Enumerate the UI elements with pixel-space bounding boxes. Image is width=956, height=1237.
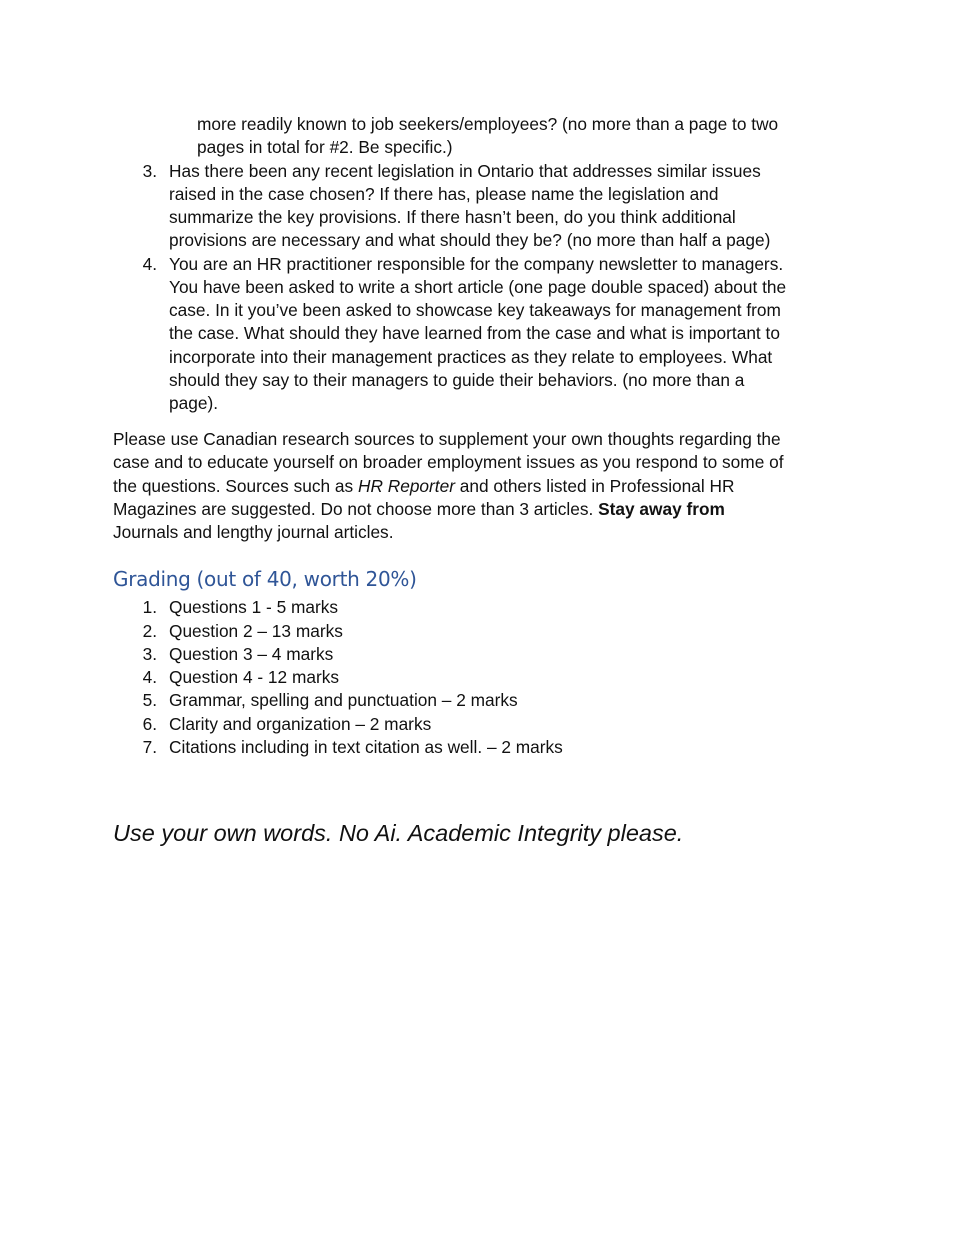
list-number: 6. — [142, 714, 157, 734]
question-line: You are an HR practitioner responsible for the company newsletter to managers. — [169, 254, 784, 274]
question-line: summarize the key provisions. If there hasn’t been, do you think additional — [169, 207, 736, 227]
paragraph-text: Magazines are suggested. Do not choose more than 3 articles. — [113, 499, 599, 519]
paragraph-line — [113, 475, 735, 498]
question-line: the case. What should they have learned from the case and what is important to — [169, 323, 780, 343]
question-line: You have been asked to write a short article (one page double spaced) about the — [169, 277, 787, 297]
paragraph-line: Journals and lengthy journal articles. — [113, 522, 394, 542]
question-line: incorporate into their management practices as they relate to employees. What — [169, 347, 773, 367]
question-line: provisions are necessary and what should they be? (no more than half a page) — [169, 230, 771, 250]
closing-note: Use your own words. No Ai. Academic Integrity please. — [113, 820, 684, 846]
continued-line: pages in total for #2. Be specific.) — [197, 137, 453, 157]
list-number: 3. — [142, 161, 157, 181]
paragraph-line — [113, 498, 725, 521]
paragraph-text: the questions. Sources such as — [113, 476, 358, 496]
question-line: case. In it you’ve been asked to showcase key takeaways for management from — [169, 300, 781, 320]
publication-title: HR Reporter — [357, 476, 455, 496]
question-line: page). — [169, 393, 219, 413]
grading-heading: Grading (out of 40, worth 20%) — [113, 567, 417, 591]
grading-item-text: Clarity and organization – 2 marks — [169, 714, 432, 734]
grading-item-text: Question 2 – 13 marks — [169, 621, 343, 641]
paragraph-line: case and to educate yourself on broader employment issues as you respond to some of — [113, 452, 784, 472]
continued-line: more readily known to job seekers/employees? (no more than a page to two — [197, 114, 779, 134]
list-number: 4. — [142, 667, 157, 687]
question-line: raised in the case chosen? If there has, please name the legislation and — [169, 184, 719, 204]
grading-item-text: Question 4 - 12 marks — [169, 667, 340, 687]
list-number: 7. — [142, 737, 157, 757]
emphasis-text: Stay away from — [598, 499, 725, 519]
list-number: 4. — [142, 254, 157, 274]
question-line: Has there been any recent legislation in Ontario that addresses similar issues — [169, 161, 761, 181]
list-number: 3. — [142, 644, 157, 664]
grading-item-text: Grammar, spelling and punctuation – 2 marks — [169, 690, 518, 710]
grading-item-text: Questions 1 - 5 marks — [169, 597, 339, 617]
paragraph-line: Please use Canadian research sources to supplement your own thoughts regarding the — [113, 429, 781, 449]
list-number: 5. — [142, 690, 157, 710]
grading-item-text: Citations including in text citation as well. – 2 marks — [169, 737, 563, 757]
paragraph-text: and others listed in Professional HR — [454, 476, 735, 496]
list-number: 1. — [142, 597, 157, 617]
question-line: should they say to their managers to guide their behaviors. (no more than a — [169, 370, 745, 390]
grading-item-text: Question 3 – 4 marks — [169, 644, 334, 664]
list-number: 2. — [142, 621, 157, 641]
